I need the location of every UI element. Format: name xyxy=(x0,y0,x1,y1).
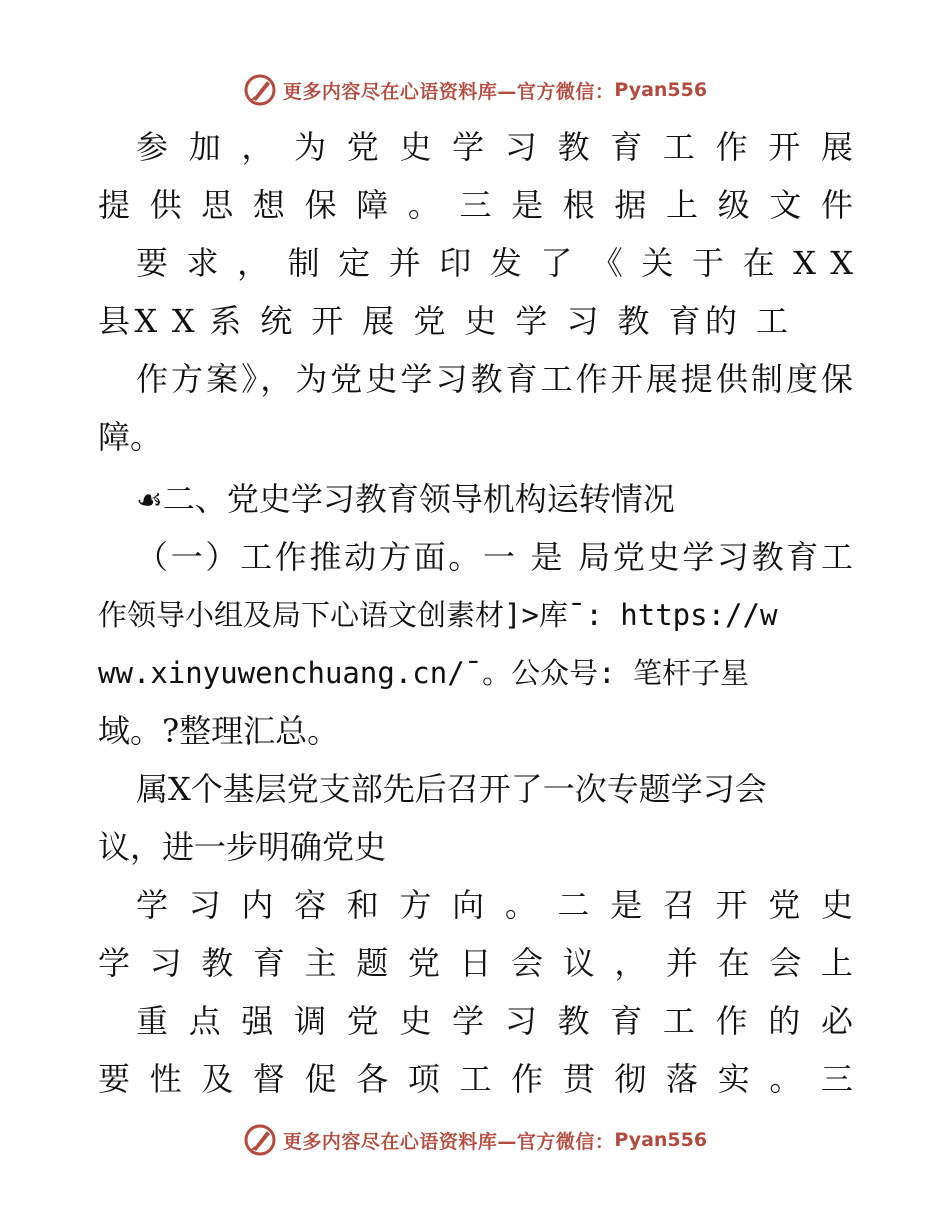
text-line: 参 加 ， 为 党 史 学 习 教 育 工 作 开 展 xyxy=(136,128,853,166)
text-line: 重 点 强 调 党 史 学 习 教 育 工 作 的 必 xyxy=(136,1002,853,1040)
banner-text: 更多内容尽在心语资料库—官方微信： xyxy=(282,80,615,103)
text-line: 要 性 及 督 促 各 项 工 作 贯 彻 落 实 。 三 xyxy=(98,1060,853,1098)
text-line: 障。 xyxy=(98,418,163,456)
banner-wechat-id: Pyan556 xyxy=(614,1129,708,1151)
text-line: 作领导小组及局下心语文创素材]>库¯: https://w xyxy=(98,598,778,632)
text-line: 域。?整理汇总。 xyxy=(98,712,340,750)
text-line: 要 求 ， 制 定 并 印 发 了 《 关 于 在 X X xyxy=(136,244,853,282)
text-line: 学 习 教 育 主 题 党 日 会 议 ， 并 在 会 上 xyxy=(98,944,853,982)
quill-logo-icon xyxy=(243,1123,277,1157)
text-line: 作方案》，为党史学习教育工作开展提供制度保 xyxy=(136,360,853,398)
text-line: 议，进一步明确党史 xyxy=(98,828,387,866)
text-line: ww.xinyuwenchuang.cn/¯。公众号: 笔杆子星 xyxy=(98,656,750,690)
banner-text: 更多内容尽在心语资料库—官方微信： xyxy=(282,1130,615,1153)
section-ornament-icon: ☙ xyxy=(136,483,163,518)
text-line: 县X X 系 统 开 展 党 史 学 习 教 育的 工 xyxy=(98,302,788,340)
text-line: （一）工作推动方面。一 是 局党史学习教育工 xyxy=(136,538,853,576)
section-heading xyxy=(98,470,853,528)
footer-watermark-banner xyxy=(0,1120,950,1160)
quill-logo-icon xyxy=(243,73,277,107)
banner-wechat-id: Pyan556 xyxy=(614,79,708,101)
text-line: 学 习 内 容 和 方 向 。 二 是 召 开 党 史 xyxy=(136,886,853,924)
text-line: 提 供 思 想 保 障 。 三 是 根 据 上 级 文 件 xyxy=(98,186,853,224)
section-heading-text: 二、党史学习教育领导机构运转情况 xyxy=(162,480,675,518)
header-watermark-banner xyxy=(0,70,950,110)
text-line: 属X个基层党支部先后召开了一次专题学习会 xyxy=(136,770,767,808)
